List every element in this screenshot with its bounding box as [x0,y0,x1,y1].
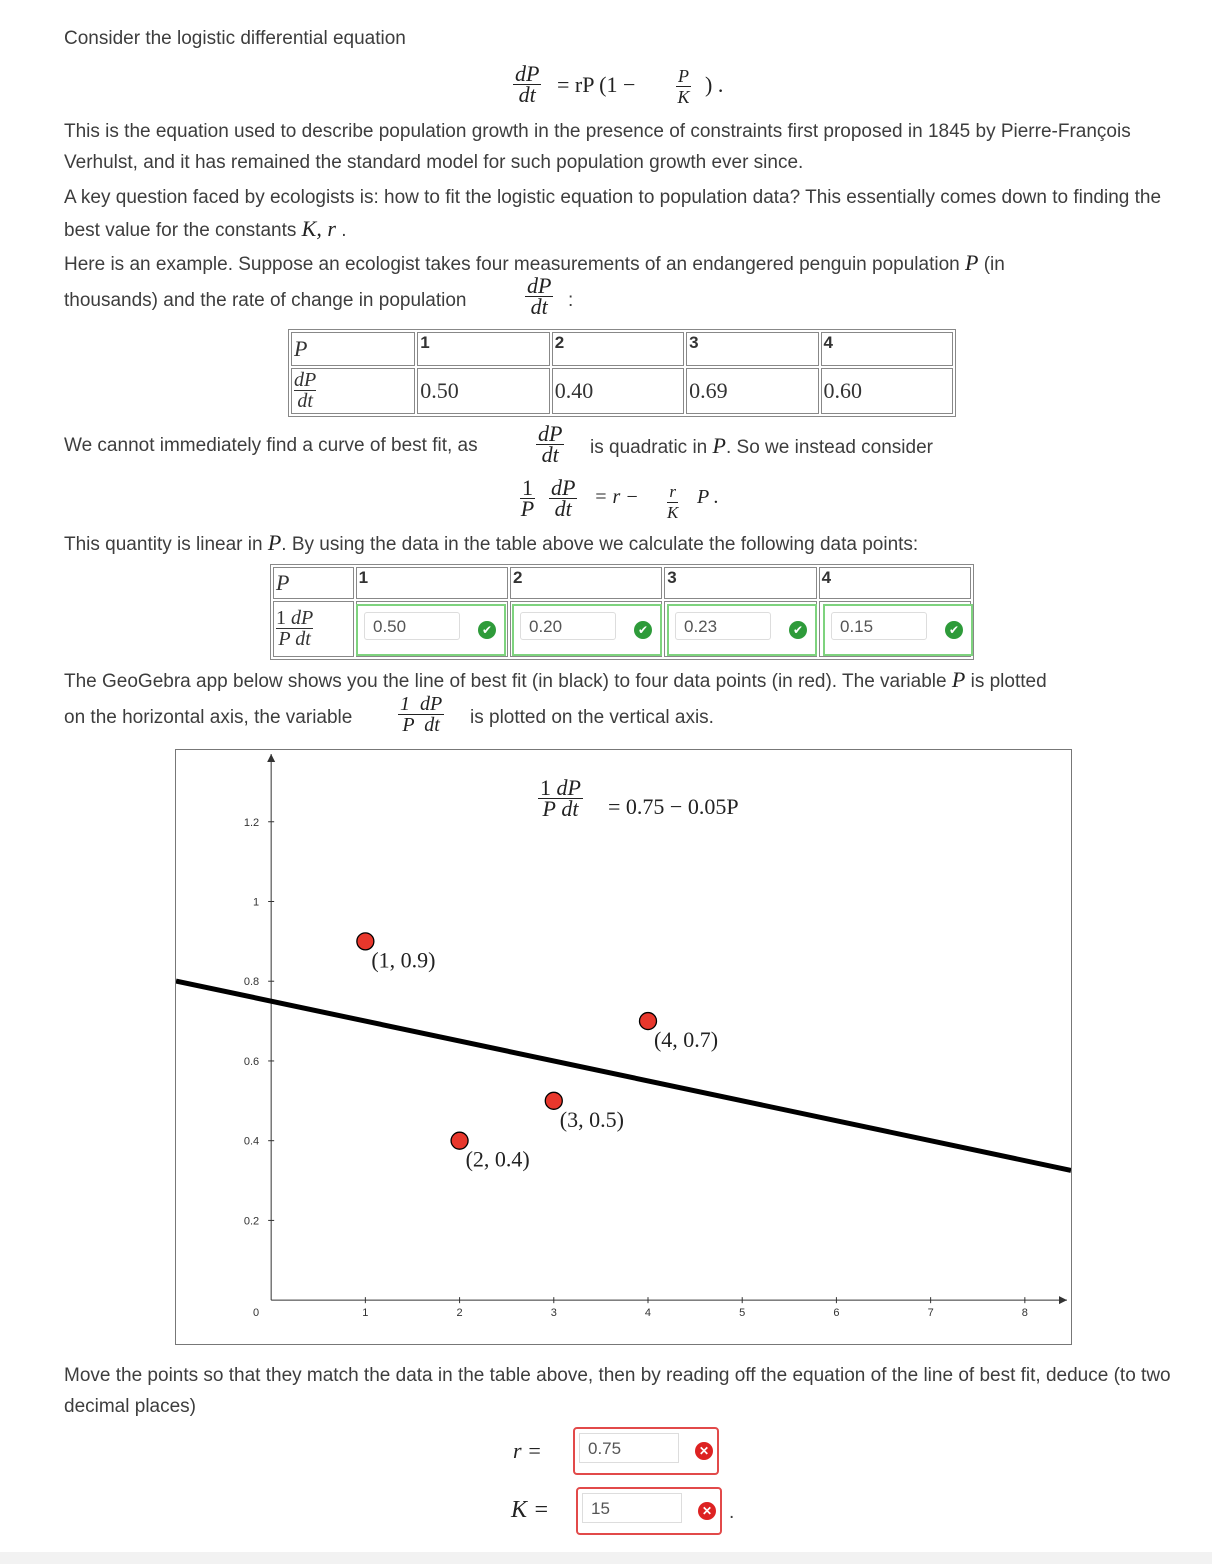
x-axis-arrow [1059,1296,1067,1304]
answer-r-input[interactable]: 0.75 [579,1433,679,1463]
check-icon: ✔ [634,621,652,639]
x-tick-label: 3 [550,1307,557,1320]
x-icon: ✕ [698,1502,716,1520]
table-cell: P [291,332,415,366]
x-tick-label: 2 [456,1307,463,1320]
table-cell: $\frac{dP}{dt}$ [291,368,415,414]
table-cell: 4 [821,332,953,366]
data-table-dpdt [288,329,956,417]
answer-period: . [729,1502,735,1523]
paragraph-example-2: thousands) and the rate of change in population [64,290,467,311]
paragraph-verhulst: This is the equation used to describe population growth in the presence of constraints first proposed in 1845 by Pierre-François Verhulst, and it has remained the standard model for such population growth ever since. [64,121,1131,173]
answer-k-input[interactable]: 15 [582,1493,682,1523]
best-fit-line [176,981,1071,1170]
table-cell: 3 [664,567,816,599]
y-tick-label: 1.2 [243,816,260,829]
geogebra-applet[interactable] [175,749,1072,1345]
paragraph-example: Here is an example. Suppose an ecologist takes four measurements of an endangered penguin population P (in [64,250,1005,275]
x-tick-label: 8 [1021,1307,1028,1320]
table-cell: 3 [686,332,818,366]
table-cell: 0.60 [821,368,953,414]
table-cell: 1 [356,567,508,599]
answer-r-label: r = [513,1438,542,1463]
answer-cell-p4 [823,604,973,656]
answer-k-box [576,1487,722,1535]
check-icon: ✔ [945,621,963,639]
y-tick-label: 0 [253,1307,260,1320]
y-tick-label: 0.4 [243,1135,260,1148]
eq-main-rhs: = rP (1 − [557,72,636,97]
check-icon: ✔ [478,621,496,639]
table-cell: 2 [552,332,684,366]
table-cell: 0.69 [686,368,818,414]
table-row [291,332,953,366]
eq-main-end: ) . [705,72,724,97]
para6-frac: $\frac{1 dP}{\text{P dt}}$ [400,693,443,736]
paragraph-geogebra-2: on the horizontal axis, the variable [64,707,353,728]
x-tick-label: 6 [833,1307,840,1320]
eq-main-lhs: $\frac{dP}{dt}$ [515,61,540,107]
para4-frac: $\frac{dP}{dt}$ [538,421,563,467]
table-cell: 0.40 [552,368,684,414]
answer-r-box [573,1427,719,1475]
bottom-bar [0,1552,1212,1564]
answer-cell-p3 [667,604,817,656]
eq2-end: P . [697,486,719,508]
paragraph-linear: This quantity is linear in P. By using the data in the table above we calculate the following data points: [64,530,919,555]
answer-input-p1[interactable]: 0.50 [364,612,460,640]
paragraph-key-question: A key question faced by ecologists is: how to fit the logistic equation to population data? This essentially comes down to finding the best value for the constants K, r . [64,187,1162,241]
para3-frac: $\frac{dP}{dt}$ [527,273,552,319]
paragraph-deduce: Move the points so that they match the data in the table above, then by reading off the equation of the line of best fit, deduce (to two decimal places) [64,1365,1171,1417]
answer-input-p3[interactable]: 0.23 [675,612,771,640]
equation-rhs: = 0.75 − 0.05P [608,794,739,819]
x-tick-label: 1 [362,1307,369,1320]
y-tick-label: 0.2 [243,1215,260,1228]
eq-main-frac: $\frac{P}{K}$ [677,66,690,107]
x-tick-label: 5 [739,1307,746,1320]
table-cell: 2 [510,567,662,599]
equation-label: $\frac{1 dP}{\text{P dt}}$ [540,775,581,821]
table-cell: 0.50 [417,368,549,414]
point-label: (4, 0.7) [653,1027,719,1053]
answer-input-p4[interactable]: 0.15 [831,612,927,640]
x-tick-label: 7 [927,1307,934,1320]
table-cell: 1 [417,332,549,366]
table-row [291,368,953,414]
paragraph-geogebra: The GeoGebra app below shows you the line of best fit (in black) to four data points (in red). The variable P is plotted [64,667,1047,692]
answer-cell-p1 [356,604,506,656]
table-cell: $\frac{1 dP}{\text{P dt}}$ [273,601,354,657]
intro-text: Consider the logistic differential equation [64,28,406,49]
table-cell: 4 [819,567,971,599]
point-label: (2, 0.4) [465,1146,530,1172]
paragraph-quadratic: We cannot immediately find a curve of best fit, as [64,435,478,456]
para3-colon: : [568,290,574,311]
table-cell: P [273,567,354,599]
check-icon: ✔ [789,621,807,639]
y-tick-label: 0.8 [243,976,260,989]
table-row [273,567,971,599]
point-label: (1, 0.9) [371,947,436,973]
x-tick-label: 4 [644,1307,652,1320]
answer-cell-p2 [512,604,662,656]
geogebra-canvas[interactable] [176,750,1071,1344]
eq2-frac-c: $\frac{r}{K}$ [667,482,679,522]
y-tick-label: 0.6 [243,1055,260,1068]
x-icon: ✕ [695,1442,713,1460]
paragraph-geogebra-3: is plotted on the vertical axis. [470,707,714,728]
y-axis-arrow [267,754,275,762]
paragraph-quadratic-2: is quadratic in P. So we instead consider [590,433,933,458]
point-label: (3, 0.5) [559,1106,624,1132]
eq2-frac-b: $\frac{dP}{dt}$ [551,475,576,521]
answer-k-label: K = [511,1497,550,1523]
eq2-mid: = r − [594,486,639,508]
eq2-frac-a: $\frac{1}{P}$ [520,475,535,521]
answer-input-p2[interactable]: 0.20 [520,612,616,640]
y-tick-label: 1 [253,896,260,909]
